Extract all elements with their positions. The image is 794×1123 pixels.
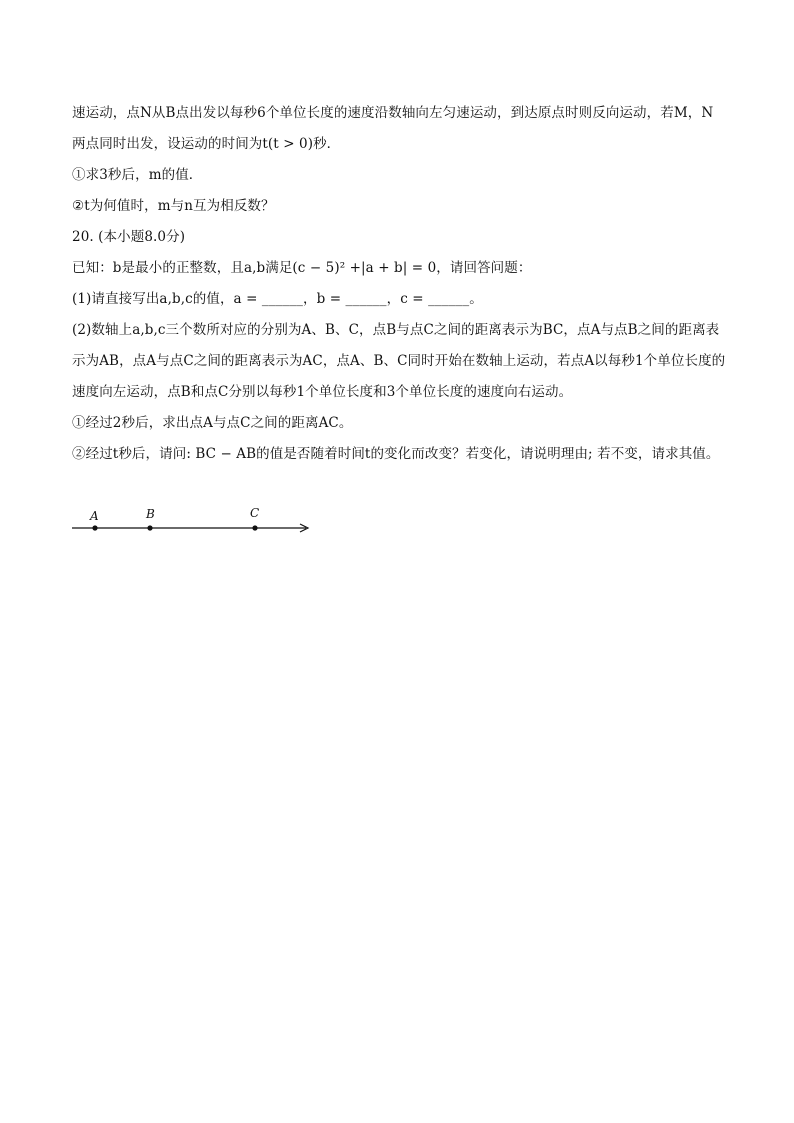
- number-line-figure: [68, 505, 318, 537]
- point-b: [147, 525, 152, 530]
- part-2-line-3: 速度向左运动，点B和点C分别以每秒1个单位长度和3个单位长度的速度向右运动。: [72, 384, 573, 400]
- point-c: [252, 525, 257, 530]
- question-1: ①求3秒后，m的值．: [72, 167, 203, 183]
- label-b: B: [146, 507, 155, 521]
- part-2-question-2: ②经过t秒后，请问: BC − AB的值是否随着时间t的变化而改变？若变化，请说明理由; 若不变，请求其值。: [72, 446, 720, 462]
- part-2-line-2: 示为AB，点A与点C之间的距离表示为AC，点A、B、C同时开始在数轴上运动，若点A以每秒1个单位长度的: [72, 353, 726, 369]
- label-c: C: [250, 506, 260, 520]
- problem-20-heading: 20. (本小题8.0分): [72, 229, 186, 245]
- part-2-question-1: ①经过2秒后，求出点A与点C之间的距离AC。: [72, 415, 353, 431]
- point-a: [92, 525, 97, 530]
- text-line-1: 速运动，点N从B点出发以每秒6个单位长度的速度沿数轴向左匀速运动，到达原点时则反向运动，若M，N: [72, 105, 714, 121]
- label-a: A: [90, 509, 99, 523]
- part-2-line-1: (2)数轴上a,b,c三个数所对应的分别为A、B、C，点B与点C之间的距离表示为BC，点A与点B之间的距离表: [72, 322, 720, 338]
- part-1: (1)请直接写出a,b,c的值，a = ______，b = ______，c = ______。: [72, 291, 483, 307]
- problem-20-statement: 已知：b是最小的正整数，且a,b满足(c − 5)² +|a + b| = 0，请回答问题：: [72, 260, 532, 276]
- question-2: ②t为何值时，m与n互为相反数？: [72, 198, 275, 214]
- problem-text: [72, 98, 732, 470]
- text-line-2: 两点同时出发，设运动的时间为t(t > 0)秒．: [72, 136, 341, 152]
